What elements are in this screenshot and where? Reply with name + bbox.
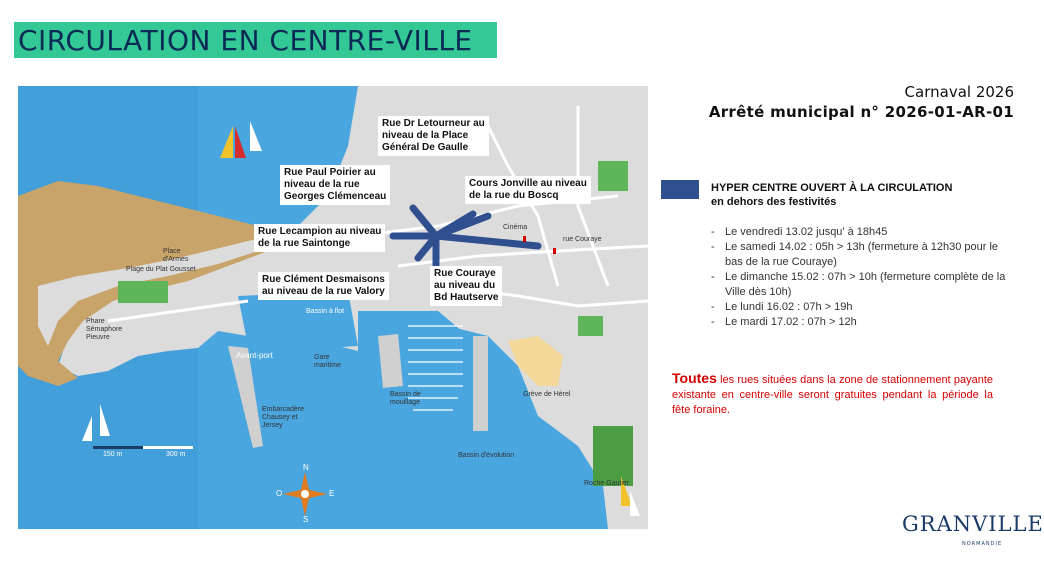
decree-number: Arrêté municipal n° 2026-01-AR-01 (708, 103, 1014, 121)
compass-n: N (303, 463, 309, 472)
label-scale-150: 150 m (103, 451, 123, 458)
label-scale-300: 300 m (166, 451, 186, 458)
label-place-armes: Place d'Armes (163, 248, 189, 263)
schedule-item: - Le dimanche 15.02 : 07h > 10h (fermeture complète de la Ville dès 10h) (711, 270, 1011, 300)
label-bassin-flot: Bassin à flot (306, 308, 345, 315)
legend-text (711, 181, 952, 209)
event-name: Carnaval 2026 (904, 83, 1014, 101)
city-map (18, 86, 648, 529)
compass-e: E (329, 489, 335, 498)
logo-word: GRANVILLE (902, 512, 1044, 536)
legend-line-2: en dehors des festivités (711, 196, 837, 208)
label-bassin-mouillage: Bassin de mouillage (390, 391, 421, 406)
logo-sub: NORMANDIE (962, 541, 1003, 547)
label-bassin-evolution: Bassin d'évolution (458, 452, 515, 459)
schedule-list (711, 225, 1011, 330)
callout-couraye: Rue Couraye au niveau du Bd Hautserve (430, 266, 502, 306)
callout-lecampion: Rue Lecampion au niveau de la rue Saintonge (254, 224, 385, 252)
park (118, 281, 168, 303)
notice-text: les rues situées dans la zone de stationnement payante existante en centre-ville seront gratuites pendant la période la fête foraine. (672, 374, 993, 416)
legend-swatch (661, 180, 699, 199)
scale-bar (93, 446, 193, 449)
bassin-a-flot (238, 291, 358, 351)
callout-jonville: Cours Jonville au niveau de la rue du Boscq (465, 176, 591, 204)
label-semaphore: Phare Sémaphore Pieuvre (86, 318, 123, 341)
notice-lead: Toutes (672, 370, 717, 386)
schedule-item: - Le vendredi 13.02 jusqu' à 18h45 (711, 225, 1011, 240)
callout-poirier: Rue Paul Poirier au niveau de la rue Georges Clémenceau (280, 165, 390, 205)
label-cinema: Cinéma (503, 224, 528, 231)
compass-o: O (276, 489, 283, 498)
label-roche-gautier: Roche Gautier (584, 480, 630, 487)
callout-desmaisons: Rue Clément Desmaisons au niveau de la rue Valory (258, 272, 389, 300)
legend-line-1: HYPER CENTRE OUVERT À LA CIRCULATION (711, 182, 953, 194)
decree-header (709, 82, 1014, 122)
parking-notice (672, 371, 993, 418)
schedule-item: - Le mardi 17.02 : 07h > 12h (711, 315, 1011, 330)
label-avant-port: Avant-port (236, 351, 273, 360)
page-title: CIRCULATION EN CENTRE-VILLE (18, 23, 473, 57)
granville-logo (902, 512, 1044, 562)
label-gare-maritime: Gare maritime (314, 354, 341, 369)
compass-s: S (303, 515, 309, 524)
label-greve: Grève de Hérel (523, 391, 571, 398)
schedule-item: - Le samedi 14.02 : 05h > 13h (fermeture à 12h30 pour le bas de la rue Couraye) (711, 240, 1011, 270)
title-banner (14, 22, 497, 58)
callout-letourneur: Rue Dr Letourneur au niveau de la Place Général De Gaulle (378, 116, 489, 156)
label-rue-couraye: rue Couraye (563, 236, 602, 243)
label-plage: Plage du Plat Gousset (126, 266, 196, 273)
label-embarcadere: Embarcadère Chausey et Jersey (262, 406, 305, 429)
schedule-item: - Le lundi 16.02 : 07h > 19h (711, 300, 1011, 315)
